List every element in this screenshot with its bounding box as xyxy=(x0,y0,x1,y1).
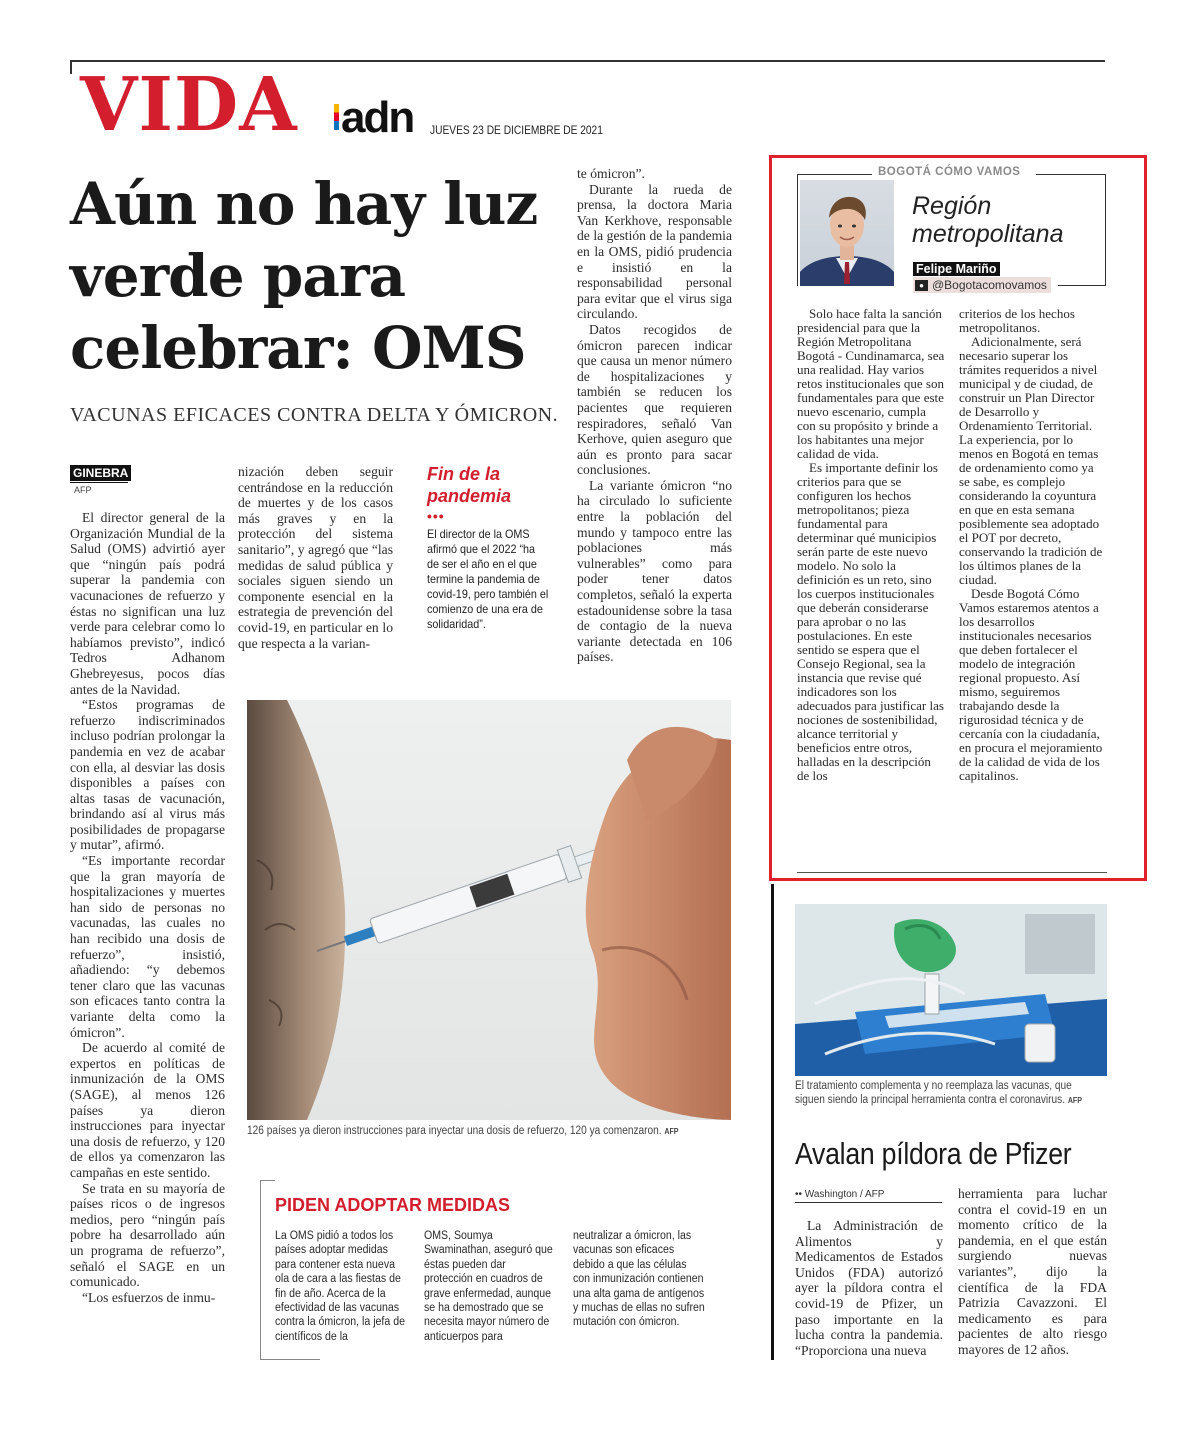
column-divider xyxy=(771,884,774,1360)
lab-photo-caption xyxy=(795,1079,1085,1108)
paragraph: Durante la rueda de prensa, la doctora Maria Van Kerkhove, responsable de la gestión de la pandemia en la OMS, pidió prudencia e insistió en la responsabilidad personal para evitar que el virus siga circulando. xyxy=(577,181,732,322)
opinion-title-line1: Región xyxy=(912,192,992,220)
opinion-title xyxy=(912,192,1063,248)
author-portrait-illustration xyxy=(800,180,894,286)
top-rule-tick xyxy=(70,60,72,74)
paragraph: “Es importante recordar que la gran mayoría de hospitalizaciones y muertes han sido de personas no vacunadas, las cuales no han recibido una dosis de refuerzo”, insistió, añadiendo: “y debemos tener claro que las vacunas son eficaces tanto contra la variante delta como la ómicron”. xyxy=(70,853,225,1040)
main-column-a xyxy=(70,510,225,1305)
main-subhead: VACUNAS EFICACES CONTRA DELTA Y ÓMICRON. xyxy=(70,404,559,426)
twitter-icon: ● xyxy=(915,280,928,291)
paragraph: Solo hace falta la sanción presidencial para que la Región Metropolitana Bogotá - Cundinamarca, sea una realidad. Hay varios retos institucionales que son fundamentales para que este nuevo escenario, cumpla con su propósito y brinde a los habitantes una mejor calidad de vida. xyxy=(797,306,945,461)
opinion-frame xyxy=(1058,285,1106,286)
measures-box-col1: La OMS pidió a todos los países adoptar medidas para contener esta nueva ola de cara a las fiestas de fin de año. Acerca de la efectividad de las vacunas contra la ómicron, la jefa de científicos de la xyxy=(275,1230,405,1343)
paragraph: “Estos programas de refuerzo indiscriminados incluso podrían prolongar la pandemia en vez de acabar con ella, al desviar las dosis disponibles a países con altas tasas de vacunación, brindando así al virus más posibilidades de propagarse y mutar”, afirmó. xyxy=(70,697,225,853)
lab-illustration xyxy=(795,904,1107,1076)
paragraph: Es importante definir los criterios para que se configuren los hechos metropolitanos; pieza fundamental para determinar qué municipios serán parte de este nuevo modelo. No solo la definición es un reto, sino los cuerpos institucionales que deberán considerarse para aprobar o no las postulaciones. En este sentido se espera que el Consejo Regional, sea la instancia que revise qué indicadores son los adecuados para justificar las nociones de sostenibilidad, alcance territorial y beneficios entre otros, halladas en la descripción de los xyxy=(797,460,944,783)
paragraph: La variante ómicron “no ha circulado lo suficiente entre la población del mundo y tampoco entre las poblaciones más vulnerables” como para poder tener datos completos, señaló la experta estadounidense sobre la tasa de contagio de la nueva variante detectada en 106 países. xyxy=(577,477,732,665)
agency-label: AFP xyxy=(74,485,92,495)
paragraph: La Administración de Alimentos y Medicamentos de Estados Unidos (FDA) autorizó ayer la píldora contra el covid-19 de Pfizer, un paso importante en la lucha contra la pandemia. “Proporciona una nueva xyxy=(795,1218,943,1358)
syringe-illustration xyxy=(247,700,731,1120)
opinion-title-line2: metropolitana xyxy=(912,220,1064,248)
paragraph: Datos recogidos de ómicron parecen indicar que causa un menor número de hospitalizaciones y también se reducen los pacientes que requieren respiradores, señaló Van Kerhove, quien aseguro que aún es pronto para sacar conclusiones. xyxy=(577,321,732,478)
opinion-column-2 xyxy=(959,307,1107,783)
paragraph: Se trata en su mayoría de países ricos o de ingresos medios, pero “ningún país pobre ha desarrollado aún un programa de refuerzo”, señaló el SAGE en un comunicado. xyxy=(70,1180,225,1290)
photo-credit: AFP xyxy=(664,1127,679,1136)
opinion-frame xyxy=(797,174,798,286)
vaccine-photo xyxy=(247,700,731,1120)
author-portrait xyxy=(800,180,894,286)
paragraph: herramienta para luchar contra el covid-19 en un momento crítico de la pandemia, en el que están surgiendo nuevas variantes”, dijo la científica de la FDA Patrizia Cavazzoni. El medicamento es para pacientes de alto riesgo mayores de 12 años. xyxy=(958,1186,1107,1357)
pfizer-column-1 xyxy=(795,1218,943,1358)
sidebar-text: El director de la OMS afirmó que el 2022 “ha de ser el año en el que termine la pandemia de covid-19, pero también el comienzo de una era de solidaridad”. xyxy=(427,527,549,631)
opinion-column-label: BOGOTÁ CÓMO VAMOS xyxy=(878,166,1021,178)
author-handle: @Bogotacomovamos xyxy=(932,278,1047,292)
author-handle-badge xyxy=(913,277,1051,293)
measures-box-col3: neutralizar a ómicron, las vacunas son eficaces debido a que las células con inmunización contienen una alta gama de antígenos y muchas de ellas no sufren mutación con ómicron. xyxy=(573,1230,705,1329)
paragraph: Desde Bogotá Cómo Vamos estaremos atentos a los desarrollos institucionales necesarios que deben fortalecer el modelo de integración regional propuesto. Así mismo, seguiremos trabajando desde la rigurosidad técnica y de cercanía con la ciudadanía, en procura el mejoramiento de la calidad de vida de los capitalinos. xyxy=(959,586,1103,783)
brand-logo: adn xyxy=(341,93,414,142)
section-title: VIDA xyxy=(80,62,298,148)
opinion-frame xyxy=(1036,174,1106,175)
opinion-frame xyxy=(1105,174,1106,286)
city-rule xyxy=(70,482,128,483)
author-name: Felipe Mariño xyxy=(913,262,1000,276)
photo-credit: AFP xyxy=(1067,1096,1082,1105)
city-tag: GINEBRA xyxy=(70,465,131,481)
main-column-b xyxy=(238,464,393,651)
pfizer-headline: Avalan píldora de Pfizer xyxy=(795,1136,1072,1171)
opinion-column-1 xyxy=(797,307,945,783)
sidebar-title: Fin de la pandemia xyxy=(427,464,512,506)
paragraph: “Los esfuerzos de inmu- xyxy=(82,1289,216,1305)
pfizer-dateline: •• Washington / AFP xyxy=(795,1189,885,1200)
measures-box-title: PIDEN ADOPTAR MEDIDAS xyxy=(275,1195,511,1215)
paragraph: Adicionalmente, será necesario superar los trámites requeridos a nivel municipal y de ciudad, de construir un Plan Director de Desarrollo y Ordenamiento Territorial. La experiencia, por lo menos en Bogotá en temas de ordenamiento como ya se sabe, es complejo considerando la coyuntura en que en esta semana posiblemente sea adoptado el POT por decreto, conservando la tradición de los últimos planes de la ciudad. xyxy=(959,334,1103,587)
sidebar-dots: ••• xyxy=(427,508,445,524)
caption-text: 126 países ya dieron instrucciones para inyectar una dosis de refuerzo, 120 ya comenzaron. xyxy=(247,1125,662,1137)
opinion-frame xyxy=(797,174,872,175)
paragraph: De acuerdo al comité de expertos en políticas de inmunización de la OMS (SAGE), al menos 126 países ya dieron instrucciones para inyectar una dosis de refuerzo, y 120 de ellos ya comenzaron las campañas en este sentido. xyxy=(70,1040,225,1180)
paragraph: El director general de la Organización Mundial de la Salud (OMS) advirtió ayer que “ningún país podrá superar la pandemia con vacunaciones de refuerzo y éstas no significan una luz verde para celebrar como lo habíamos previsto”, indicó Tedros Adhanom Ghebreyesus, pocos días antes de la Navidad. xyxy=(70,510,225,697)
main-column-d xyxy=(577,166,732,665)
measures-box-border xyxy=(260,1180,261,1360)
vaccine-photo-caption xyxy=(247,1125,679,1137)
paragraph: te ómicron”. xyxy=(577,166,645,181)
opinion-bottom-rule xyxy=(797,872,1107,873)
pfizer-column-2 xyxy=(958,1186,1107,1358)
measures-box-col2: OMS, Soumya Swaminathan, aseguró que éstas pueden dar protección en cuadros de grave enfermedad, aunque se ha demostrado que se necesita mayor número de anticuerpos para xyxy=(424,1230,553,1343)
measures-box-border xyxy=(260,1180,275,1181)
measures-box-border xyxy=(260,1359,320,1360)
lab-photo xyxy=(795,904,1107,1076)
brand-color-bar xyxy=(334,104,339,130)
main-headline: Aún no hay luz verde para celebrar: OMS xyxy=(70,170,538,382)
issue-date: JUEVES 23 DE DICIEMBRE DE 2021 xyxy=(430,123,603,137)
paragraph: nización deben seguir centrándose en la reducción de muertes y de los casos más graves y en la protección del sistema sanitario”, y agregó que “las medidas de salud pública y sociales siguen siendo un componente esencial en la estrategia de prevención del covid-19, en particular en lo que respecta a la varian- xyxy=(238,464,393,651)
paragraph: criterios de los hechos metropolitanos. xyxy=(959,306,1075,335)
pfizer-dateline-rule xyxy=(795,1202,942,1203)
caption-text: El tratamiento complementa y no reemplaza las vacunas, que siguen siendo la principal herramienta contra el coronavirus. xyxy=(795,1080,1072,1106)
